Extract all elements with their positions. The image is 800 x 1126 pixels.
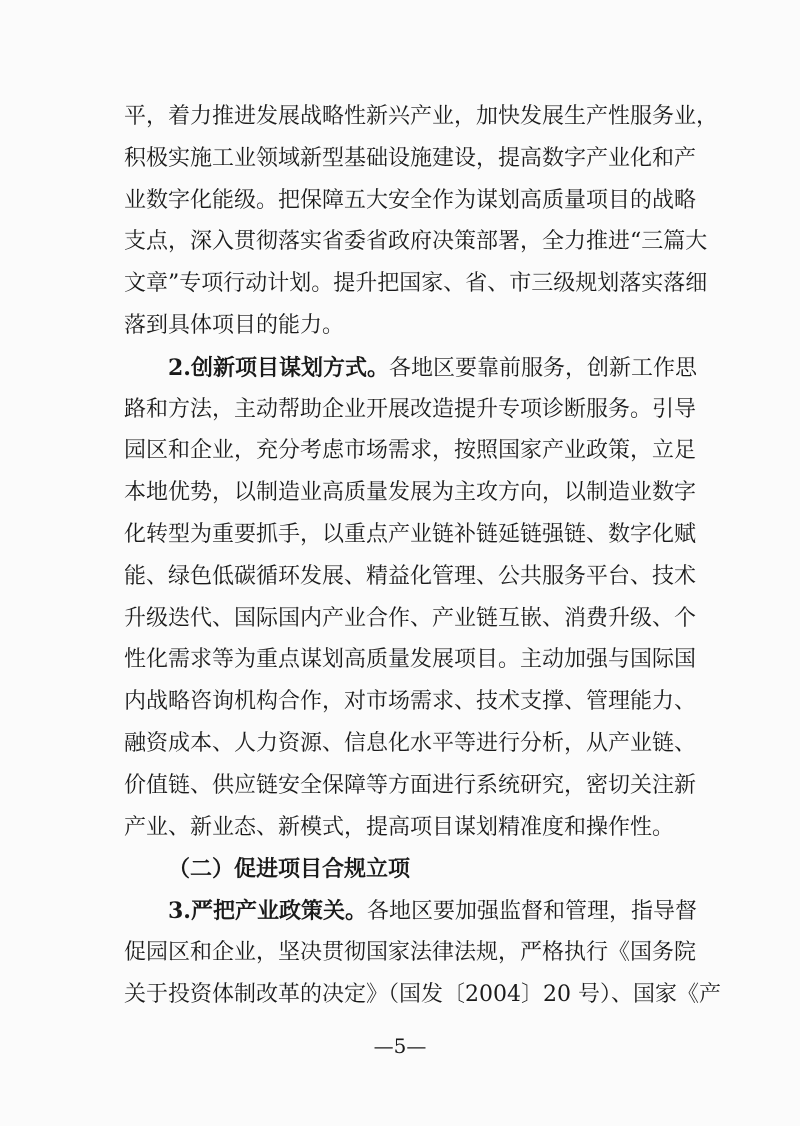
paragraph-line: 产业、新业态、新模式，提高项目谋划精准度和操作性。 [124, 815, 675, 840]
paragraph-line: 价值链、供应链安全保障等方面进行系统研究，密切关注新 [124, 773, 697, 798]
paragraph-line: 关于投资体制改革的决定》（国发〔2004〕20 号）、国家《产 [124, 982, 721, 1007]
paragraph-line: 升级迭代、国际国内产业合作、产业链互嵌、消费升级、个 [124, 606, 697, 631]
section-heading: （二）促进项目合规立项 [168, 856, 411, 882]
paragraph-line: 积极实施工业领域新型基础设施建设，提高数字产业化和产 [124, 146, 697, 171]
section-3-text: 各地区要加强监督和管理，指导督 [366, 899, 697, 924]
section-2-lead: 2.创新项目谋划方式。 [168, 355, 389, 381]
paragraph-line: 内战略咨询机构合作，对市场需求、技术支撑、管理能力、 [124, 689, 697, 714]
paragraph-line: 融资成本、人力资源、信息化水平等进行分析，从产业链、 [124, 731, 697, 756]
paragraph-line: 落到具体项目的能力。 [124, 313, 345, 338]
section-3-lead: 3.严把产业政策关。 [168, 898, 367, 924]
paragraph-line: 化转型为重要抓手，以重点产业链补链延链强链、数字化赋 [124, 522, 697, 547]
section-2-first-line [168, 353, 697, 383]
paragraph-line: 业数字化能级。把保障五大安全作为谋划高质量项目的战略 [124, 188, 697, 213]
paragraph-line: 促园区和企业，坚决贯彻国家法律法规，严格执行《国务院 [124, 940, 697, 965]
paragraph-line: 支点，深入贯彻落实省委省政府决策部署，全力推进“三篇大 [124, 229, 708, 254]
paragraph-line: 能、绿色低碳循环发展、精益化管理、公共服务平台、技术 [124, 564, 697, 589]
section-3-first-line [168, 896, 697, 926]
paragraph-line: 园区和企业，充分考虑市场需求，按照国家产业政策，立足 [124, 438, 697, 463]
paragraph-line: 性化需求等为重点谋划高质量发展项目。主动加强与国际国 [124, 647, 697, 672]
paragraph-line: 路和方法，主动帮助企业开展改造提升专项诊断服务。引导 [124, 397, 697, 422]
paragraph-line: 本地优势，以制造业高质量发展为主攻方向，以制造业数字 [124, 480, 697, 505]
paragraph-line: 文章”专项行动计划。提升把国家、省、市三级规划落实落细 [124, 271, 708, 296]
page-number: —5— [373, 1034, 427, 1058]
paragraph-line: 平，着力推进发展战略性新兴产业，加快发展生产性服务业， [124, 104, 719, 129]
section-2-text: 各地区要靠前服务，创新工作思 [388, 356, 697, 381]
